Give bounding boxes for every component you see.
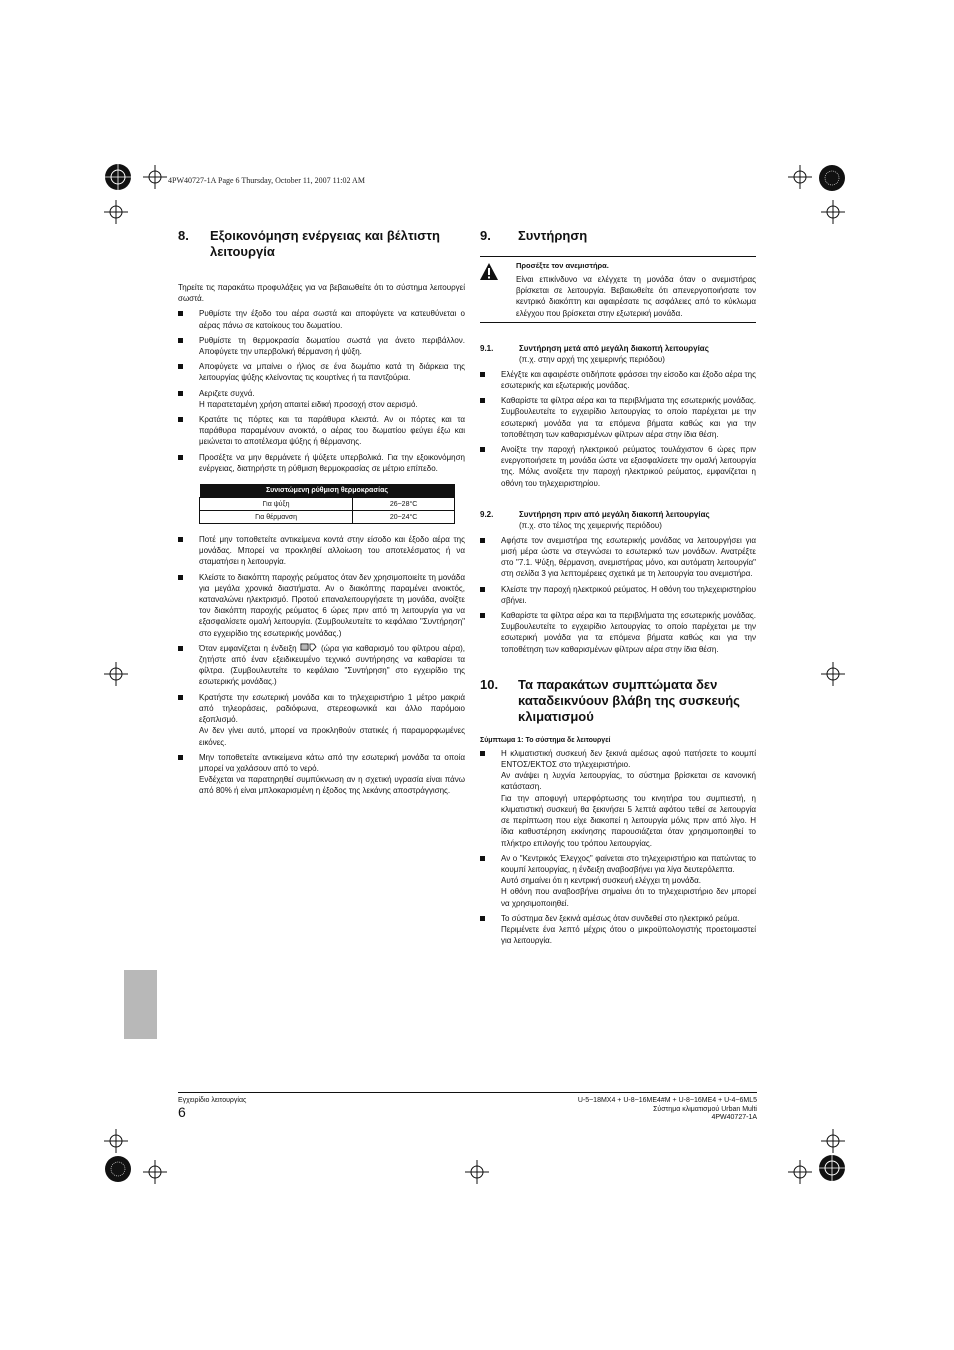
footer-manual-label: Εγχειρίδιο λειτουργίας (178, 1097, 247, 1104)
list-item: Ελέγξτε και αφαιρέστε οτιδήποτε φράσσει την είσοδο και έξοδο αέρα της εσωτερικής και εξωτερικής μονάδας. (480, 369, 756, 391)
bullet-square-icon (178, 338, 183, 343)
list-item: Κρατάτε τις πόρτες και τα παράθυρα κλειστά. Αν οι πόρτες και τα παράθυρα παραμένουν ανοικτά, ο αέρας του δωματίου φεύγει έξω και μειώνεται το αποτέλεσμα ψύξης ή θέρμανσης. (178, 414, 465, 448)
list-item: Κρατήστε την εσωτερική μονάδα και το τηλεχειριστήριο 1 μέτρο μακριά από τηλεοράσεις, ραδιόφωνα, στερεοφωνικά και άλλο παρόμοιο εξοπλισμό. Αν δεν γίνει αυτό, μπορεί να προκληθούν στατικές ή παραμορφωμένες εικόνες. (178, 692, 465, 748)
list-item: Προσέξτε να μην θερμάνετε ή ψύξετε υπερβολικά. Για την εξοικονόμηση ενέργειας, διατηρήστε τη ρύθμιση θερμοκρασίας σε μέτριο επίπεδο. (178, 452, 465, 474)
bullet-square-icon (480, 447, 485, 452)
subsection-9-2-heading: 9.2. Συντήρηση πριν από μεγάλη διακοπή λειτουργίας (480, 509, 710, 519)
symptom-1-title: Σύμπτωμα 1: Το σύστημα δε λειτουργεί (480, 736, 611, 744)
symptom-1-list (480, 748, 756, 946)
list-item: Αεριζετε συχνά. Η παρατεταμένη χρήση απαιτεί ειδική προσοχή στον αερισμό. (178, 388, 465, 410)
bullet-square-icon (178, 537, 183, 542)
crosshair-mark-bottom-2 (788, 1160, 812, 1184)
list-item: Το σύστημα δεν ξεκινά αμέσως όταν συνδεθεί στο ηλεκτρικό ρεύμα. Περιμένετε ένα λεπτό μέχρις ότου ο μικροϋπολογιστής προετοιμαστεί για λειτουργία. (480, 913, 756, 947)
subsection-9-2-note: (π.χ. στο τέλος της χειμερινής περιόδου) (519, 520, 662, 530)
bullet-square-icon (480, 856, 485, 861)
crosshair-mark-top-2 (788, 165, 812, 189)
warning-text: Είναι επικίνδυνο να ελέγχετε τη μονάδα όταν ο ανεμιστήρας βρίσκεται σε λειτουργία. Βεβαιωθείτε ότι απενεργοποιήσατε τον κεντρικό διακόπτη και αφαιρέσατε τις ασφάλειες από το κύκλωμα ελέγχου που βρίσκεται στην εξωτερική μονάδα. (516, 275, 756, 318)
section-8-heading: 8. Εξοικονόμηση ενέργειας και βέλτιστη λειτουργία (178, 228, 440, 259)
subsection-9-1-heading: 9.1. Συντήρηση μετά από μεγάλη διακοπή λειτουργίας (480, 343, 709, 353)
table-header: Συνιστώμενη ρύθμιση θερμοκρασίας (200, 484, 455, 498)
bullet-square-icon (178, 646, 183, 651)
crosshair-mark-right-1 (821, 200, 845, 224)
bullet-square-icon (480, 751, 485, 756)
list-item-filter-indicator: Όταν εμφανίζεται η ένδειξη (ώρα για καθαρισμό του φίλτρου αέρα), ζητήστε από έναν εξειδικευμένο τεχνικό συντήρησης να καθαρίσει τα φίλτρα. (Συμβουλευτείτε το κεφάλαιο "Συντήρηση" στο εγχειρίδιο της εσωτερικής μονάδας.) (178, 643, 465, 688)
list-item: Κλείστε την παροχή ηλεκτρικού ρεύματος. Η οθόνη του τηλεχειριστηρίου σβήνει. (480, 584, 756, 606)
list-item: Ανοίξτε την παροχή ηλεκτρικού ρεύματος τουλάχιστον 6 ώρες πριν ενεργοποιήσετε τη μονάδα ώστε να εξασφαλίσετε την ομαλή λειτουργία της. Μόλις ανοίξετε την παροχή ηλεκτρικού ρεύματος, εμφανίζεται η οθόνη του τηλεχειριστηρίου. (480, 444, 756, 489)
crosshair-mark-left-2 (104, 1129, 128, 1153)
section-10-heading: 10. Τα παρακάτων συμπτώματα δεν καταδεικνύουν βλάβη της συσκευής κλιματισμού (480, 676, 740, 724)
list-item: Αφήστε τον ανεμιστήρα της εσωτερικής μονάδας να λειτουργήσει για μισή μέρα ώστε να στεγνώσει το εσωτερικό των μονάδων. Ανατρέξτε στο "7.1. Ψύξη, θέρμανση, ανεμιστήρας μόνο, και αυτόματη λειτουργία" στη σελίδα 3 για λεπτομέρειες σχετικά με τη λειτουργία του ανεμιστήρα. (480, 535, 756, 580)
list-item: Αν ο "Κεντρικός Έλεγχος" φαίνεται στο τηλεχειριστήριο και πατώντας το κουμπί λειτουργίας, η ένδειξη αναβοσβήνει για λίγα δευτερόλεπτα. Αυτό σημαίνει ότι η κεντρική συσκευή ελέγχει τη μονάδα. Η οθόνη που αναβοσβήνει σημαίνει ότι το τηλεχειριστήριο δεν μπορεί να χρησιμοποιηθεί. (480, 853, 756, 909)
page-number: 6 (178, 1104, 186, 1120)
warning-title: Προσέξτε τον ανεμιστήρα. (516, 261, 609, 270)
filter-clean-icon (300, 643, 318, 652)
crosshair-mark-right-2 (821, 1129, 845, 1153)
table-row: Για ψύξη 26~28°C (200, 498, 455, 511)
list-item: Αποφύγετε να μπαίνει ο ήλιος σε ένα δωμάτιο κατά τη διάρκεια της λειτουργίας ψύξης κλείνοντας τις κουρτίνες ή τα παντζούρια. (178, 361, 465, 383)
subsection-9-1-list (480, 369, 756, 489)
bullet-square-icon (178, 755, 183, 760)
list-item: Καθαρίστε τα φίλτρα αέρα και τα περιβλήματα της εσωτερικής μονάδας. Συμβουλευτείτε το εγχειρίδιο λειτουργίας το οποίο παρέχεται με την εσωτερική μονάδα για τα επόμενα βήματα καθώς και για την τοποθέτηση των καθαρισμένων φίλτρων αέρα στην ίδια θέση. (480, 610, 756, 655)
crosshair-mark-top-1 (143, 165, 167, 189)
print-header-line: 4PW40727-1A Page 6 Thursday, October 11, 2007 11:02 AM (168, 176, 365, 185)
temperature-table (199, 484, 455, 524)
left-column (178, 228, 465, 797)
crosshair-mark-bottom-center (465, 1160, 489, 1184)
footer-model-info: U-5~18MX4 + U-8~16ME4#M + U-8~16ME4 + U-4~6ML5 Σύστημα κλιματισμού Urban Multi 4PW40727-1A (577, 1097, 757, 1121)
bullet-square-icon (480, 538, 485, 543)
subsection-9-1-note: (π.χ. στην αρχή της χειμερινής περιόδου) (519, 354, 665, 364)
bullet-square-icon (178, 417, 183, 422)
bullet-square-icon (178, 575, 183, 580)
list-item: Ποτέ μην τοποθετείτε αντικείμενα κοντά στην είσοδο και έξοδο αέρα της μονάδας. Μπορεί να προκληθεί αλλοίωση του αποτελέσματος ή να σταματήσει η λειτουργία. (178, 534, 465, 568)
table-row: Για θέρμανση 20~24°C (200, 511, 455, 524)
crosshair-mark-right-mid (821, 662, 845, 686)
bullet-square-icon (178, 695, 183, 700)
bullet-list-c (178, 692, 465, 797)
bullet-square-icon (178, 391, 183, 396)
bullet-square-icon (480, 916, 485, 921)
list-item: Κλείστε το διακόπτη παροχής ρεύματος όταν δεν χρησιμοποιείτε τη μονάδα για μεγάλα χρονικά διαστήματα. Αν ο διακόπτης παραμένει ανοικτός, καταναλώνει ηλεκτρισμό. Προτού επαναλειτουργήσετε τη μονάδα, ανοίξτε τον διακόπτη παροχής ρεύματος 6 ώρες πριν από τη λειτουργία για να εξασφαλίσετε ομαλή λειτουργία. (Συμβουλευτείτε το κεφάλαιο "Συντήρηση" στο εγχειρίδιο της εσωτερικής μονάδας.) (178, 572, 465, 639)
crosshair-mark-left-mid (104, 662, 128, 686)
bullet-square-icon (178, 311, 183, 316)
warning-triangle-icon (480, 263, 498, 280)
section-tab-marker (124, 970, 157, 1039)
subsection-9-2-list (480, 535, 756, 655)
list-item: Καθαρίστε τα φίλτρα αέρα και τα περιβλήματα της εσωτερικής μονάδας. Συμβουλευτείτε το εγχειρίδιο λειτουργίας το οποίο παρέχεται με την εσωτερική μονάδα για τα επόμενα βήματα καθώς και για την τοποθέτηση των καθαρισμένων φίλτρων αέρα στην ίδια θέση. (480, 395, 756, 440)
right-column (480, 228, 756, 946)
registration-mark-bottom-left (104, 1155, 132, 1183)
section-9-heading: 9. Συντήρηση (480, 228, 588, 243)
registration-mark-top-right (818, 164, 846, 192)
crosshair-mark-left-1 (104, 200, 128, 224)
bullet-square-icon (480, 398, 485, 403)
list-item: Ρυθμίστε τη θερμοκρασία δωματίου σωστά για άνετο περιβάλλον. Αποφύγετε την υπερβολική θέρμανση ή ψύξη. (178, 335, 465, 357)
bullet-square-icon (178, 364, 183, 369)
list-item: Ρυθμίστε την έξοδο του αέρα σωστά και αποφύγετε να κατευθύνεται ο αέρας πάνω σε κατοίκους του δωματίου. (178, 308, 465, 330)
bullet-square-icon (480, 587, 485, 592)
footer-divider (178, 1092, 757, 1093)
registration-mark-bottom-right (817, 1153, 847, 1183)
list-item: Η κλιματιστική συσκευή δεν ξεκινά αμέσως αφού πατήσετε το κουμπί ΕΝΤΟΣ/ΕΚΤΟΣ στο τηλεχειριστήριο. Αν ανάψει η λυχνία λειτουργίας, το σύστημα βρίσκεται σε κανονική κατάσταση. Για την αποφυγή υπερφόρτωσης του κινητήρα του συμπιεστή, η κλιματιστική συσκευή θα ξεκινήσει 5 λεπτά αφότου τεθεί σε λειτουργία σε περίπτωση που είχε διακοπεί η λειτουργία μόλις πριν από λίγο. Η ίδια καθυστέρηση εκκίνησης παρουσιάζεται όταν χρησιμοποιηθεί το πλήκτρο επιλογής του τρόπου λειτουργίας. (480, 748, 756, 849)
list-item: Μην τοποθετείτε αντικείμενα κάτω από την εσωτερική μονάδα τα οποία μπορεί να χαλάσουν από το νερό. Ενδέχεται να παρατηρηθεί συμπύκνωση αν η σχετική υγρασία είναι πάνω από 80% ή είναι μπλοκαρισμένη η έξοδος της λεκάνης αποστράγγισης. (178, 752, 465, 797)
registration-mark-top-left (103, 162, 133, 192)
crosshair-mark-bottom-1 (143, 1160, 167, 1184)
warning-box (480, 256, 756, 323)
section-8-intro: Τηρείτε τις παρακάτω προφυλάξεις για να βεβαιωθείτε ότι το σύστημα λειτουργεί σωστά. (178, 283, 465, 304)
bullet-list-a (178, 308, 465, 474)
bullet-square-icon (178, 455, 183, 460)
bullet-square-icon (480, 613, 485, 618)
bullet-square-icon (480, 372, 485, 377)
